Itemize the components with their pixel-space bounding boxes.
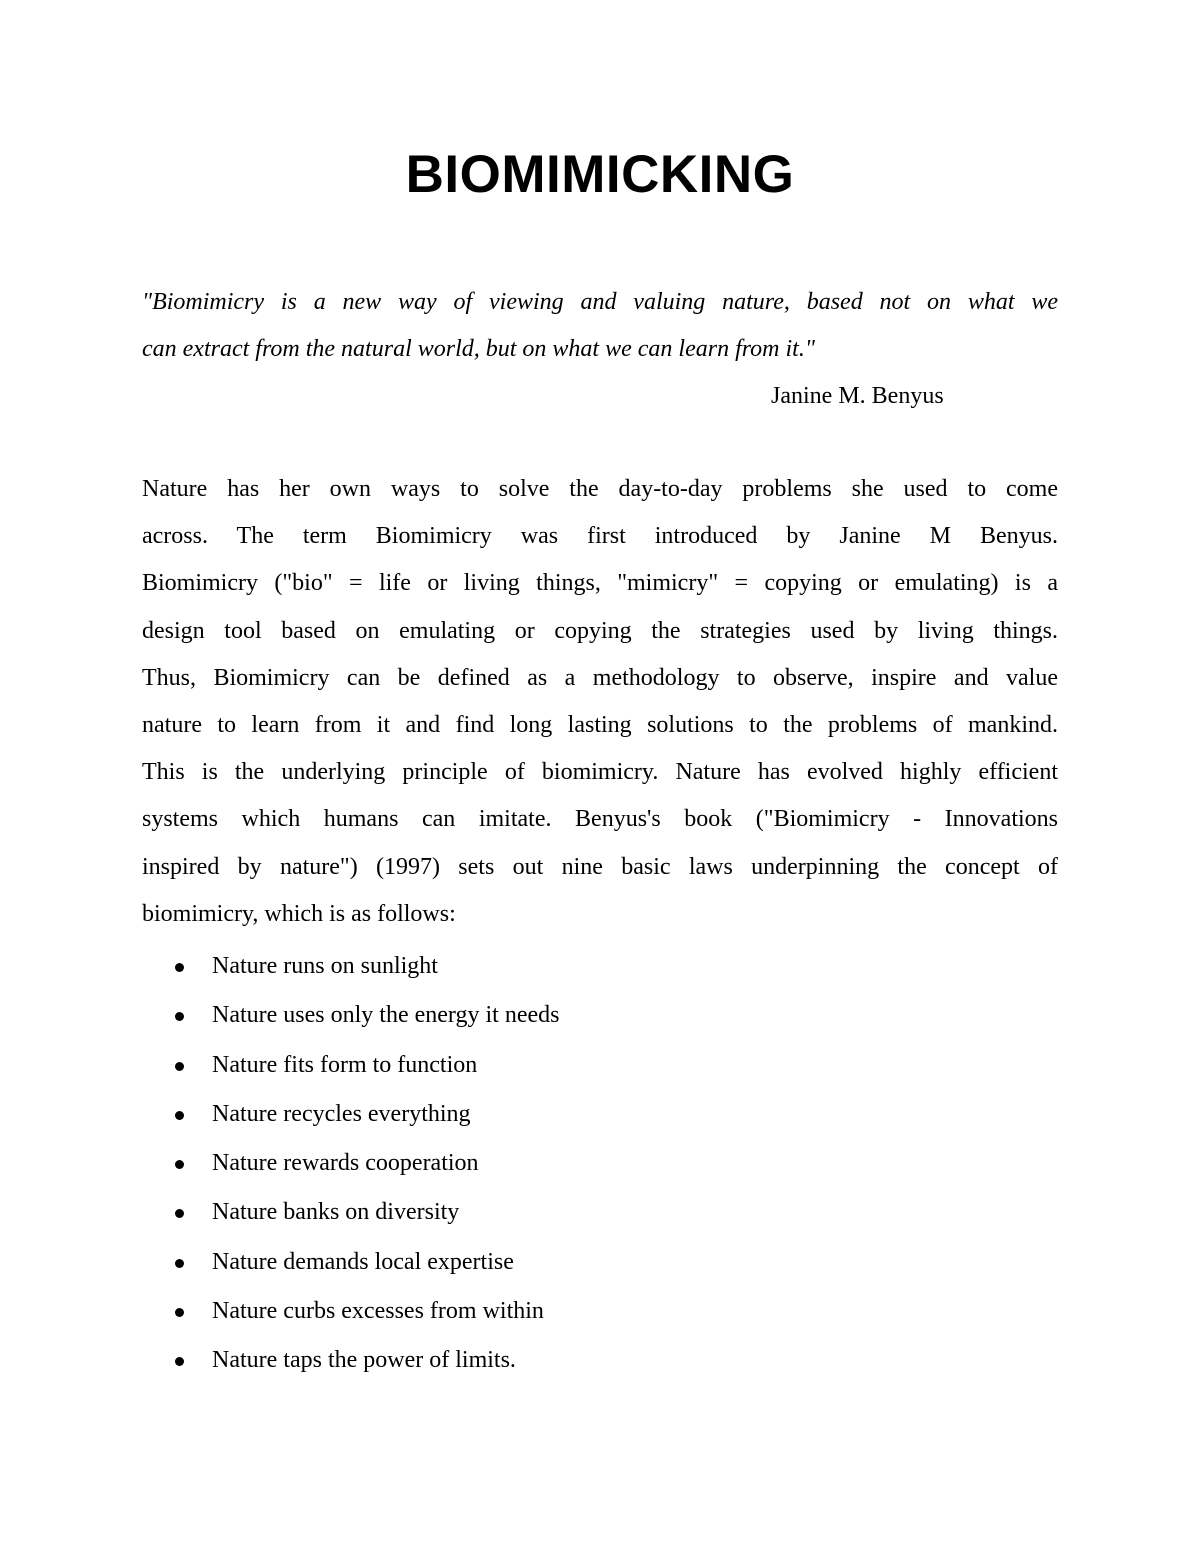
list-item <box>142 1287 1058 1336</box>
paragraph-line: This is the underlying principle of biomimicry. Nature has evolved highly efficient <box>142 759 1058 786</box>
list-item-text: Nature recycles everything <box>212 1100 471 1127</box>
list-item <box>142 1041 1058 1090</box>
list-item <box>142 1139 1058 1188</box>
paragraph-line: Biomimicry ("bio" = life or living things, "mimicry" = copying or emulating) is a <box>142 570 1058 597</box>
list-item <box>142 1238 1058 1287</box>
list-item-text: Nature rewards cooperation <box>212 1150 479 1177</box>
list-item-text: Nature taps the power of limits. <box>212 1347 516 1374</box>
epigraph-quote <box>142 279 1058 373</box>
bullet-icon <box>175 1160 184 1169</box>
list-item <box>142 942 1058 991</box>
list-item-text: Nature uses only the energy it needs <box>212 1002 560 1029</box>
quote-attribution: Janine M. Benyus <box>771 383 944 409</box>
body-paragraph <box>142 466 1058 938</box>
paragraph-line: nature to learn from it and find long lasting solutions to the problems of mankind. <box>142 712 1058 739</box>
bullet-icon <box>175 963 184 972</box>
list-item <box>142 1336 1058 1385</box>
bullet-icon <box>175 1062 184 1071</box>
list-item-text: Nature curbs excesses from within <box>212 1298 544 1325</box>
bullet-icon <box>175 1357 184 1366</box>
list-item-text: Nature runs on sunlight <box>212 953 438 979</box>
paragraph-line: Thus, Biomimicry can be defined as a methodology to observe, inspire and value <box>142 664 1058 691</box>
page-title: BIOMIMICKING <box>405 145 795 204</box>
bullet-icon <box>175 1308 184 1317</box>
paragraph-line: Nature has her own ways to solve the day-to-day problems she used to come <box>142 476 1058 502</box>
bullet-icon <box>175 1012 184 1021</box>
quote-line: "Biomimicry is a new way of viewing and valuing nature, based not on what we <box>142 289 1058 315</box>
list-item <box>142 1188 1058 1237</box>
paragraph-line: design tool based on emulating or copying the strategies used by living things. <box>142 617 1058 644</box>
bullet-icon <box>175 1259 184 1268</box>
bullet-icon <box>175 1209 184 1218</box>
list-item-text: Nature demands local expertise <box>212 1248 514 1275</box>
bullet-icon <box>175 1111 184 1120</box>
list-item <box>142 1090 1058 1139</box>
paragraph-line: inspired by nature") (1997) sets out nine basic laws underpinning the concept of <box>142 853 1058 880</box>
quote-line: can extract from the natural world, but on what we can learn from it." <box>142 336 815 362</box>
paragraph-line: systems which humans can imitate. Benyus's book ("Biomimicry - Innovations <box>142 806 1058 833</box>
list-item <box>142 991 1058 1040</box>
laws-list <box>142 942 1058 1386</box>
list-item-text: Nature banks on diversity <box>212 1199 460 1226</box>
list-item-text: Nature fits form to function <box>212 1051 478 1078</box>
paragraph-line: biomimicry, which is as follows: <box>142 900 456 927</box>
paragraph-line: across. The term Biomimicry was first introduced by Janine M Benyus. <box>142 523 1058 550</box>
